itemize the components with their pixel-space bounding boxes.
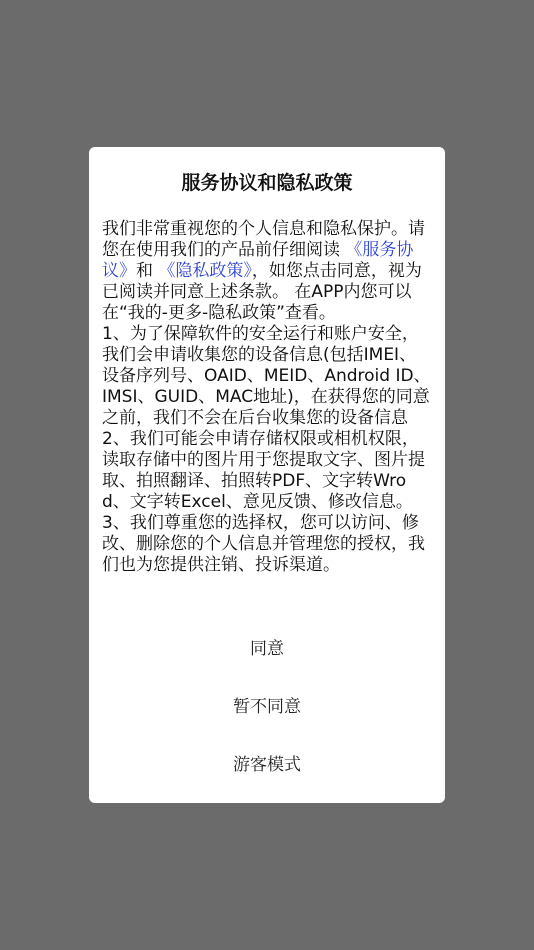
intro-text-1: 我们非常重视您的个人信息和隐私保护。请您在使用我们的产品前仔细阅读 (102, 219, 425, 260)
privacy-policy-link[interactable]: 《隐私政策》 (158, 261, 252, 281)
guest-mode-button[interactable]: 游客模式 (233, 755, 301, 775)
clause-3: 3、我们尊重您的选择权，您可以访问、修改、删除您的个人信息并管理您的授权，我们也为您提供注销、投诉渠道。 (102, 513, 425, 575)
intro-text-2: ，如您点击同意，视为已阅读并同意上述条款。 在APP内您可以在“我的-更多-隐私政策”查看。 (102, 261, 422, 323)
dialog-title: 服务协议和隐私政策 (181, 172, 353, 194)
and-text: 和 (136, 261, 159, 281)
clause-2: 2、我们可能会申请存储权限或相机权限，读取存储中的图片用于您提取文字、图片提取、拍照翻译、拍照转PDF、文字转Wrod、文字转Excel、意见反馈、修改信息。 (102, 429, 425, 512)
dialog-body (102, 219, 433, 576)
agree-button[interactable]: 同意 (250, 639, 284, 659)
privacy-dialog (89, 147, 445, 803)
intro-paragraph (102, 219, 433, 324)
service-agreement-link[interactable]: 《服务协议》 (102, 240, 414, 281)
clause-1: 1、为了保障软件的安全运行和账户安全，我们会申请收集您的设备信息(包括IMEI、设备序列号、OAID、MEID、Android ID、IMSI、GUID、MAC地址)，在获得您的同意之前，我们不会在后台收集您的设备信息 (102, 324, 431, 428)
disagree-button[interactable]: 暂不同意 (233, 697, 301, 717)
